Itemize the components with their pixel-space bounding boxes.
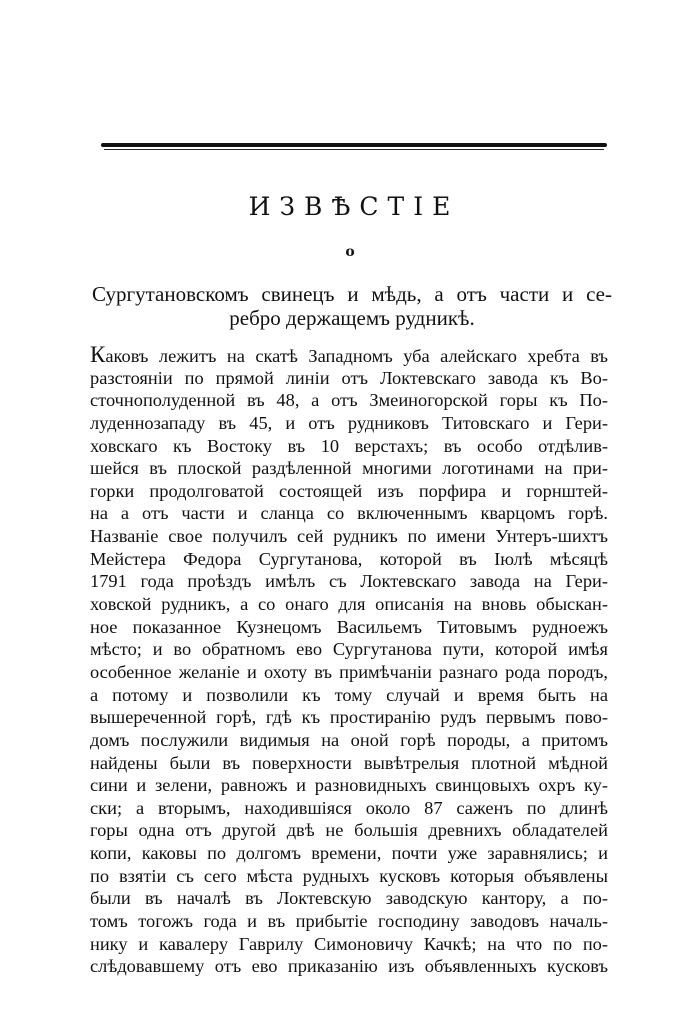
body-line: нику и кавалеру Гаврилу Симоновичу Качкѣ; на что по по- bbox=[90, 933, 608, 954]
body-line: найдены были въ поверхности вывѣтрелыя плотной мѣдной bbox=[90, 752, 608, 773]
title-preposition: о bbox=[345, 244, 355, 260]
body-line: луденнозападу въ 45, и отъ рудниковъ Титовскаго и Гери- bbox=[90, 412, 608, 433]
body-line: ховской рудникъ, а со онаго для описанія на вновь обыскан- bbox=[90, 594, 608, 615]
body-line: томъ тогожъ года и въ прибытіе господину заводовъ началь- bbox=[90, 911, 608, 932]
body-line: особенное желаніе и охоту въ примѣчаніи разнаго рода породъ, bbox=[90, 661, 608, 682]
body-line: разстояніи по прямой линіи отъ Локтевскаго завода къ Во- bbox=[90, 367, 608, 388]
body-line: были въ началѣ въ Локтевскую заводскую кантору, а по- bbox=[90, 888, 608, 909]
body-line: горки продолговатой состоящей изъ порфира и горнштей- bbox=[90, 480, 608, 501]
body-line: ховскаго къ Востоку въ 10 верстахъ; въ особо отдѣлив- bbox=[90, 435, 608, 456]
subtitle-line: ребро держащемъ рудникѣ. bbox=[229, 306, 475, 330]
body-line: а потому и позволили къ тому случай и время быть на bbox=[90, 684, 608, 705]
body-line: мѣсто; и во обратномъ ево Сургутанова пути, которой имѣя bbox=[90, 639, 608, 660]
body-line: на а отъ части и сланца со включеннымъ кварцомъ горѣ. bbox=[90, 503, 608, 524]
body-line: ное показанное Кузнецомъ Васильемъ Титовымъ рудноежъ bbox=[90, 616, 608, 637]
body-line: шейся въ плоской раздѣленной многими логотинами на при- bbox=[90, 458, 608, 479]
body-line: копи, каковы по долгомъ времени, почти уже заравнялись; и bbox=[90, 843, 608, 864]
document-title: ИЗВѢСТІЕ bbox=[248, 192, 460, 221]
body-line: горы одна отъ другой двѣ не большія древнихъ обладателей bbox=[90, 820, 608, 841]
document-subtitle bbox=[92, 282, 612, 330]
body-line: домъ послужили видимыя на оной горѣ породы, а притомъ bbox=[90, 729, 608, 750]
header-rule-thick bbox=[101, 143, 607, 147]
header-rule-thin bbox=[104, 149, 604, 150]
body-line: 1791 года проѣздъ имѣлъ съ Локтевскаго завода на Гери- bbox=[90, 571, 608, 592]
body-line: сини и зелени, равножъ и разновидныхъ свинцовыхъ охръ ку- bbox=[90, 775, 608, 796]
body-line: вышереченной горѣ, гдѣ къ простиранію рудъ первымъ пово- bbox=[90, 707, 608, 728]
body-line: Мейстера Федора Сургутанова, которой въ Іюлѣ мѣсяцѣ bbox=[90, 548, 608, 569]
body-line: по взятіи съ сего мѣста рудныхъ кусковъ которыя объявлены bbox=[90, 865, 608, 886]
body-paragraph bbox=[90, 344, 608, 978]
body-line: сточнополуденной въ 48, а отъ Змеиногорской горы къ По- bbox=[90, 390, 608, 411]
body-line: Названіе свое получилъ сей рудникъ по имени Унтеръ-шихтъ bbox=[90, 526, 608, 547]
body-line: Каковъ лежитъ на скатѣ Западномъ уба алейскаго хребта въ bbox=[90, 342, 608, 367]
body-line: слѣдовавшему отъ ево приказанію изъ объявленныхъ кусковъ bbox=[90, 956, 608, 977]
subtitle-line: Сургутановскомъ свинецъ и мѣдь, а отъ части и се- bbox=[92, 282, 612, 306]
body-line: ски; а вторымъ, находившіяся около 87 саженъ по длинѣ bbox=[90, 797, 608, 818]
header-rule bbox=[101, 143, 607, 153]
